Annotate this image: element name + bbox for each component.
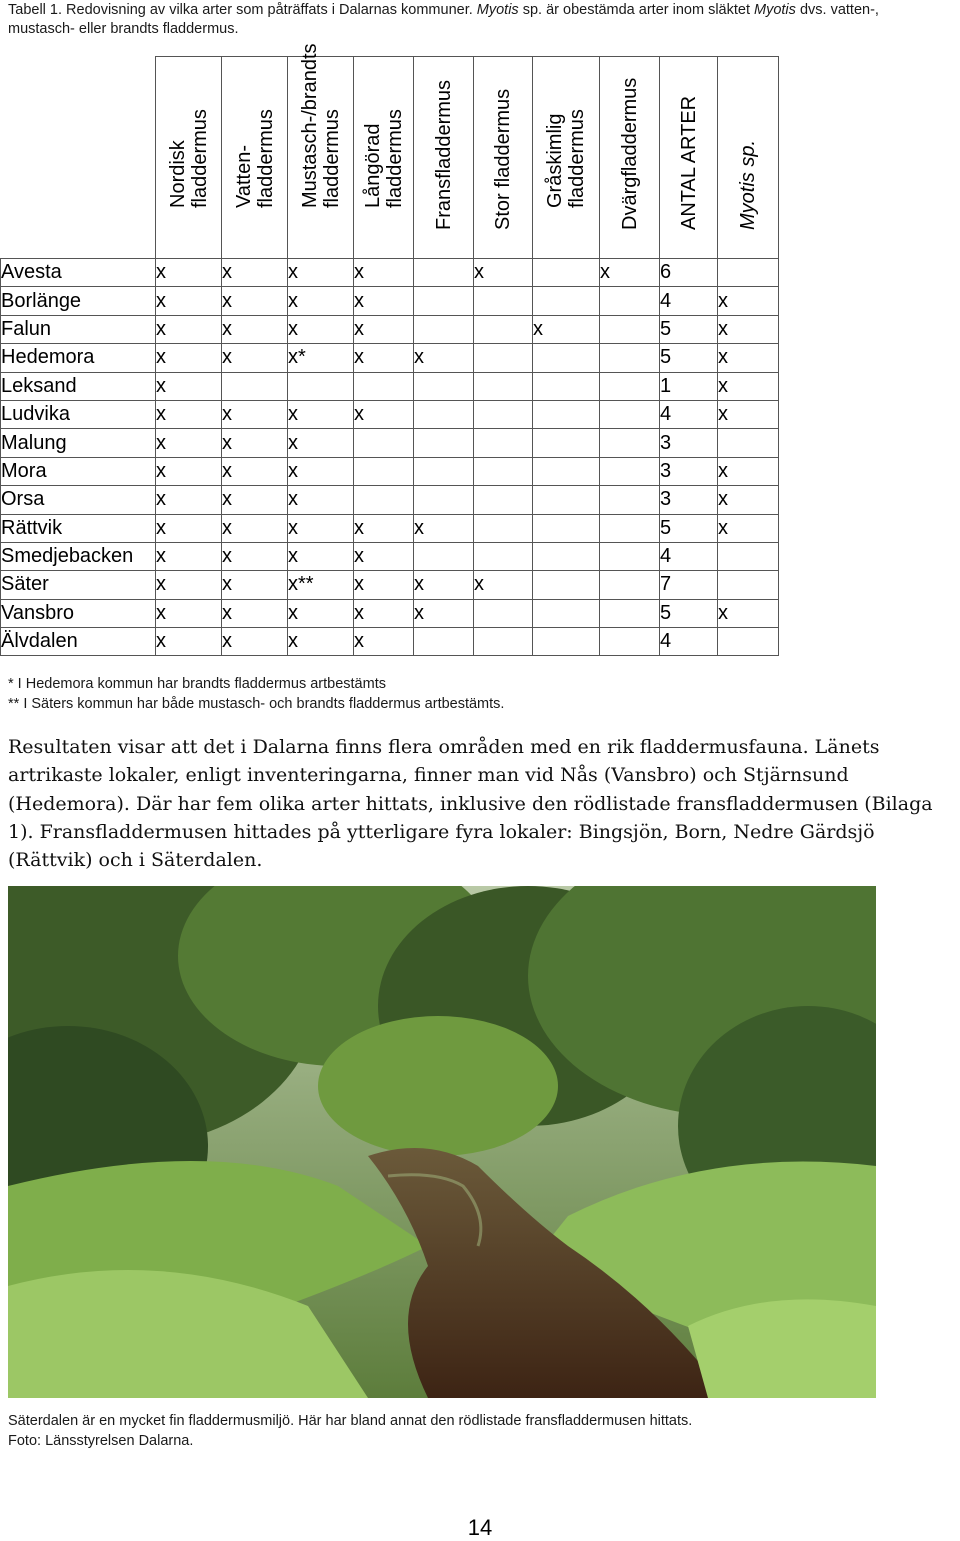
species-cell: x bbox=[600, 259, 660, 287]
municipality-name: Vansbro bbox=[1, 599, 156, 627]
species-cell bbox=[354, 457, 414, 485]
table-body bbox=[1, 259, 779, 656]
species-cell bbox=[600, 571, 660, 599]
species-count: 4 bbox=[660, 287, 718, 315]
myotis-cell bbox=[718, 429, 779, 457]
species-cell: x bbox=[288, 457, 354, 485]
species-cell: x bbox=[156, 571, 222, 599]
footnote-2: ** I Säters kommun har både mustasch- och brandts fladdermus artbestämts. bbox=[8, 696, 505, 712]
myotis-cell bbox=[718, 259, 779, 287]
photo-caption-line-2: Foto: Länsstyrelsen Dalarna. bbox=[8, 1433, 194, 1449]
species-cell: x bbox=[414, 344, 474, 372]
species-cell bbox=[414, 372, 474, 400]
species-cell: x bbox=[222, 259, 288, 287]
species-cell bbox=[414, 429, 474, 457]
species-cell: x bbox=[414, 571, 474, 599]
myotis-cell: x bbox=[718, 344, 779, 372]
species-cell: x bbox=[156, 372, 222, 400]
species-count: 3 bbox=[660, 429, 718, 457]
species-cell bbox=[600, 372, 660, 400]
species-cell: x bbox=[414, 514, 474, 542]
municipality-name: Malung bbox=[1, 429, 156, 457]
species-cell bbox=[533, 287, 600, 315]
species-cell: x bbox=[288, 259, 354, 287]
species-cell bbox=[288, 372, 354, 400]
species-cell bbox=[354, 486, 414, 514]
species-count: 6 bbox=[660, 259, 718, 287]
species-cell bbox=[533, 542, 600, 570]
species-cell: x bbox=[354, 542, 414, 570]
species-cell bbox=[533, 486, 600, 514]
caption-text-3: dvs. vatten-, mustasch- eller brandts fladdermus. bbox=[8, 2, 879, 37]
species-cell bbox=[600, 514, 660, 542]
species-cell: x bbox=[288, 514, 354, 542]
species-cell: x bbox=[354, 259, 414, 287]
species-count: 7 bbox=[660, 571, 718, 599]
table-row bbox=[1, 599, 779, 627]
caption-text-2: sp. är obestämda arter inom släktet bbox=[518, 2, 755, 18]
species-count: 4 bbox=[660, 542, 718, 570]
table-row bbox=[1, 287, 779, 315]
species-cell bbox=[474, 344, 533, 372]
species-count: 1 bbox=[660, 372, 718, 400]
species-cell: x bbox=[222, 315, 288, 343]
species-cell bbox=[533, 457, 600, 485]
caption-text-1: Tabell 1. Redovisning av vilka arter som påträffats i Dalarnas kommuner. bbox=[8, 2, 477, 18]
page-number: 14 bbox=[467, 1515, 493, 1540]
species-cell bbox=[474, 429, 533, 457]
myotis-cell: x bbox=[718, 400, 779, 428]
species-cell bbox=[533, 599, 600, 627]
table-row bbox=[1, 514, 779, 542]
species-cell: x bbox=[354, 344, 414, 372]
species-cell bbox=[474, 628, 533, 656]
table-row bbox=[1, 372, 779, 400]
myotis-cell: x bbox=[718, 514, 779, 542]
header-mustasch: Mustasch-/brandts fladdermus bbox=[288, 57, 354, 259]
species-cell: x bbox=[156, 514, 222, 542]
species-cell bbox=[533, 628, 600, 656]
table-row bbox=[1, 542, 779, 570]
header-myotis: Myotis sp. bbox=[718, 57, 779, 259]
municipality-name: Smedjebacken bbox=[1, 542, 156, 570]
species-cell: x bbox=[288, 315, 354, 343]
species-cell: x bbox=[222, 457, 288, 485]
table-row bbox=[1, 457, 779, 485]
species-cell: x bbox=[288, 628, 354, 656]
municipality-name: Borlänge bbox=[1, 287, 156, 315]
species-cell: x bbox=[222, 628, 288, 656]
stream-photo-illustration bbox=[8, 886, 876, 1398]
species-cell: x bbox=[288, 287, 354, 315]
species-cell: x bbox=[222, 429, 288, 457]
municipality-name: Hedemora bbox=[1, 344, 156, 372]
species-count: 3 bbox=[660, 486, 718, 514]
species-cell: x bbox=[156, 542, 222, 570]
header-vatten: Vatten- fladdermus bbox=[222, 57, 288, 259]
myotis-cell: x bbox=[718, 599, 779, 627]
species-cell: x bbox=[222, 571, 288, 599]
species-cell bbox=[354, 372, 414, 400]
species-cell: x bbox=[222, 542, 288, 570]
footnote-1: * I Hedemora kommun har brandts fladdermus artbestämts bbox=[8, 676, 386, 692]
species-cell bbox=[474, 514, 533, 542]
species-cell bbox=[600, 429, 660, 457]
species-cell bbox=[600, 287, 660, 315]
species-cell: x bbox=[288, 599, 354, 627]
species-cell: x bbox=[156, 457, 222, 485]
species-cell bbox=[533, 344, 600, 372]
myotis-cell: x bbox=[718, 486, 779, 514]
species-cell: x bbox=[533, 315, 600, 343]
table-row bbox=[1, 315, 779, 343]
species-cell bbox=[533, 571, 600, 599]
species-cell: x bbox=[354, 400, 414, 428]
species-cell: x bbox=[474, 571, 533, 599]
municipality-name: Mora bbox=[1, 457, 156, 485]
myotis-cell bbox=[718, 542, 779, 570]
municipality-name: Säter bbox=[1, 571, 156, 599]
species-cell bbox=[414, 287, 474, 315]
species-table bbox=[0, 43, 779, 656]
species-cell: x bbox=[354, 599, 414, 627]
stream-photo bbox=[8, 886, 876, 1398]
myotis-cell: x bbox=[718, 457, 779, 485]
species-cell bbox=[474, 372, 533, 400]
species-cell bbox=[474, 287, 533, 315]
species-cell bbox=[533, 259, 600, 287]
header-langorad: Långörad fladdermus bbox=[354, 57, 414, 259]
species-cell bbox=[600, 457, 660, 485]
species-cell bbox=[533, 429, 600, 457]
municipality-name: Ludvika bbox=[1, 400, 156, 428]
header-graskimlig: Gråskimlig fladdermus bbox=[533, 57, 600, 259]
species-cell bbox=[600, 599, 660, 627]
header-nordisk: Nordisk fladdermus bbox=[156, 57, 222, 259]
species-cell bbox=[474, 457, 533, 485]
header-blank bbox=[1, 57, 156, 259]
municipality-name: Älvdalen bbox=[1, 628, 156, 656]
municipality-name: Leksand bbox=[1, 372, 156, 400]
species-cell: x bbox=[354, 628, 414, 656]
species-cell bbox=[600, 400, 660, 428]
species-count: 5 bbox=[660, 315, 718, 343]
species-cell bbox=[354, 429, 414, 457]
species-cell: x bbox=[156, 599, 222, 627]
species-cell: x bbox=[156, 486, 222, 514]
myotis-cell bbox=[718, 628, 779, 656]
species-count: 4 bbox=[660, 400, 718, 428]
header-antal: ANTAL ARTER bbox=[660, 57, 718, 259]
table-row bbox=[1, 344, 779, 372]
species-cell bbox=[222, 372, 288, 400]
species-cell bbox=[474, 315, 533, 343]
table-caption bbox=[8, 1, 948, 39]
species-cell: x bbox=[414, 599, 474, 627]
table-row bbox=[1, 628, 779, 656]
species-cell: x bbox=[288, 486, 354, 514]
table-row bbox=[1, 400, 779, 428]
species-cell: x bbox=[354, 287, 414, 315]
species-cell: x bbox=[156, 315, 222, 343]
municipality-name: Avesta bbox=[1, 259, 156, 287]
species-count: 4 bbox=[660, 628, 718, 656]
myotis-cell: x bbox=[718, 372, 779, 400]
species-cell: x bbox=[222, 486, 288, 514]
species-cell bbox=[414, 400, 474, 428]
species-count: 3 bbox=[660, 457, 718, 485]
species-cell bbox=[533, 514, 600, 542]
species-cell bbox=[533, 400, 600, 428]
table-row bbox=[1, 571, 779, 599]
species-cell bbox=[474, 400, 533, 428]
footnotes bbox=[8, 674, 504, 714]
caption-italic-1: Myotis bbox=[476, 2, 519, 18]
species-cell: x bbox=[354, 571, 414, 599]
species-cell bbox=[533, 372, 600, 400]
body-paragraph: Resultaten visar att det i Dalarna finns flera områden med en rik fladdermusfauna. Länets artrikaste lokaler, enligt inventeringarna, finner man vid Nås (Vansbro) och Stjärnsund (Hedemora). Där har fem olika arter hittats, inklusive den rödlistade fransfladdermusen (Bilaga 1). Fransfladdermusen hittades på ytterligare fyra lokaler: Bingsjön, Born, Nedre Gärdsjö (Rättvik) och i Säterdalen. bbox=[8, 736, 933, 872]
myotis-cell: x bbox=[718, 287, 779, 315]
species-cell bbox=[474, 486, 533, 514]
species-cell: x* bbox=[288, 344, 354, 372]
header-row bbox=[1, 57, 779, 259]
species-cell bbox=[414, 457, 474, 485]
species-cell: x bbox=[156, 429, 222, 457]
species-cell: x bbox=[288, 429, 354, 457]
species-cell: x bbox=[156, 287, 222, 315]
species-cell bbox=[600, 344, 660, 372]
table-row bbox=[1, 486, 779, 514]
species-cell: x bbox=[354, 315, 414, 343]
species-cell: x bbox=[156, 400, 222, 428]
table-row bbox=[1, 259, 779, 287]
myotis-cell: x bbox=[718, 315, 779, 343]
species-cell bbox=[600, 628, 660, 656]
species-cell: x bbox=[156, 259, 222, 287]
species-cell bbox=[414, 542, 474, 570]
species-cell: x bbox=[222, 344, 288, 372]
municipality-name: Falun bbox=[1, 315, 156, 343]
species-cell bbox=[600, 486, 660, 514]
caption-italic-2: Myotis bbox=[754, 2, 796, 18]
species-cell bbox=[474, 599, 533, 627]
species-count: 5 bbox=[660, 344, 718, 372]
photo-caption bbox=[8, 1411, 692, 1451]
municipality-name: Rättvik bbox=[1, 514, 156, 542]
species-cell bbox=[474, 542, 533, 570]
species-cell bbox=[414, 315, 474, 343]
species-cell: x bbox=[156, 628, 222, 656]
species-cell: x bbox=[222, 400, 288, 428]
photo-caption-line-1: Säterdalen är en mycket fin fladdermusmiljö. Här har bland annat den rödlistade fransfladdermusen hittats. bbox=[8, 1413, 693, 1429]
species-cell bbox=[600, 542, 660, 570]
species-count: 5 bbox=[660, 514, 718, 542]
species-count: 5 bbox=[660, 599, 718, 627]
species-cell bbox=[414, 259, 474, 287]
header-frans: Fransfladdermus bbox=[414, 57, 474, 259]
header-stor: Stor fladdermus bbox=[474, 57, 533, 259]
species-cell: x bbox=[288, 400, 354, 428]
species-cell: x bbox=[474, 259, 533, 287]
municipality-name: Orsa bbox=[1, 486, 156, 514]
species-cell bbox=[600, 315, 660, 343]
species-cell: x** bbox=[288, 571, 354, 599]
species-cell: x bbox=[288, 542, 354, 570]
header-dvarg: Dvärgfladdermus bbox=[600, 57, 660, 259]
table-row bbox=[1, 429, 779, 457]
species-cell bbox=[414, 486, 474, 514]
species-cell: x bbox=[156, 344, 222, 372]
species-cell: x bbox=[222, 599, 288, 627]
myotis-cell bbox=[718, 571, 779, 599]
species-cell: x bbox=[354, 514, 414, 542]
species-cell: x bbox=[222, 514, 288, 542]
species-cell bbox=[414, 628, 474, 656]
species-cell: x bbox=[222, 287, 288, 315]
